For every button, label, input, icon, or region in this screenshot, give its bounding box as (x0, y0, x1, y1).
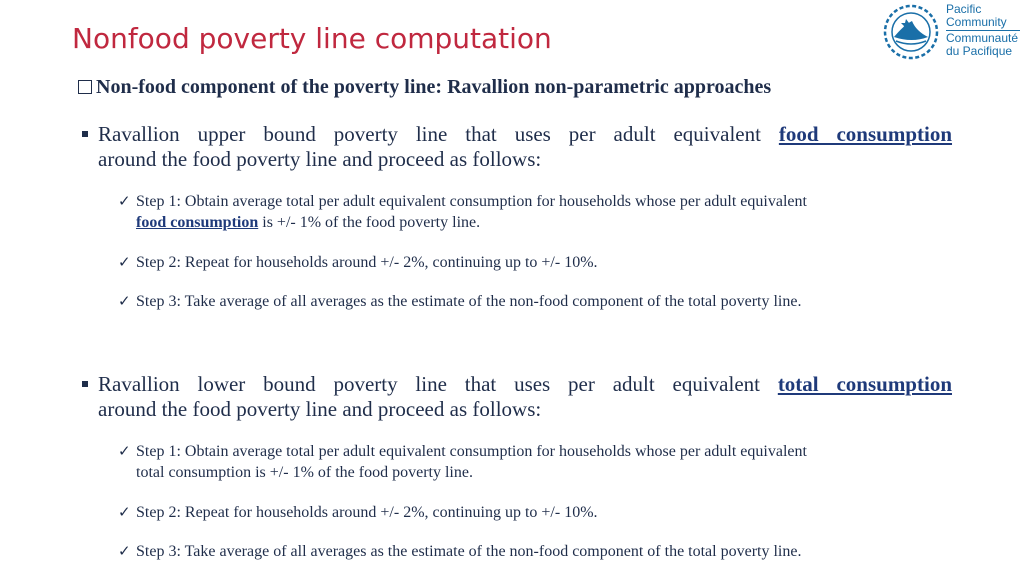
lower-bound-line1-text: Ravallion lower bound poverty line that uses per adult equivalent (98, 372, 760, 396)
checkmark-icon: ✓ (118, 192, 131, 210)
lower-bound-line1 (98, 372, 952, 397)
pacific-community-emblem-icon (882, 3, 940, 61)
checkmark-icon: ✓ (118, 442, 131, 460)
section-heading-text: Non-food component of the poverty line: Ravallion non-parametric approaches (96, 76, 772, 98)
upper-bound-line1-text: Ravallion upper bound poverty line that uses per adult equivalent (98, 122, 761, 146)
square-bullet-icon (82, 381, 88, 387)
upper-bound-emphasis: food consumption (778, 122, 953, 146)
lower-step-2-text: Step 2: Repeat for households around +/- 2%, continuing up to +/- 10%. (136, 504, 598, 521)
checkmark-icon: ✓ (118, 542, 131, 560)
square-bullet-icon (82, 131, 88, 137)
lower-bound-bullet (82, 372, 952, 422)
lower-step-1-text-b: total consumption is +/- 1% of the food poverty line. (136, 464, 473, 481)
lower-step-3-text: Step 3: Take average of all averages as the estimate of the non-food component of the total poverty line. (136, 543, 802, 560)
upper-bound-bullet (82, 122, 952, 172)
logo-fr-line2: du Pacifique (946, 44, 1013, 58)
logo-en-line1: Pacific (946, 2, 982, 16)
upper-step-1-text-b: is +/- 1% of the food poverty line. (262, 214, 481, 231)
upper-step-1-text-a: Step 1: Obtain average total per adult equivalent consumption for households whose per adult equivalent (136, 193, 807, 210)
lower-step-2 (118, 502, 954, 523)
upper-step-2-text: Step 2: Repeat for households around +/- 2%, continuing up to +/- 10%. (136, 254, 598, 271)
upper-step-3-text: Step 3: Take average of all averages as the estimate of the non-food component of the total poverty line. (136, 293, 802, 310)
lower-step-3 (118, 541, 954, 562)
section-heading (78, 76, 771, 99)
upper-bound-line2: around the food poverty line and proceed as follows: (98, 147, 542, 171)
page-title: Nonfood poverty line computation (72, 22, 552, 55)
pacific-community-logo (882, 3, 1022, 61)
checkmark-icon: ✓ (118, 292, 131, 310)
upper-step-2 (118, 252, 954, 273)
upper-step-1-emphasis: food consumption (136, 214, 259, 231)
checkmark-icon: ✓ (118, 503, 131, 521)
logo-wordmark (946, 3, 1020, 58)
lower-bound-emphasis: total consumption (777, 372, 952, 396)
upper-bound-line1 (98, 122, 952, 147)
checkbox-outline-icon (78, 80, 92, 94)
lower-step-1 (118, 441, 954, 483)
upper-step-3 (118, 291, 954, 312)
lower-step-1-text-a: Step 1: Obtain average total per adult equivalent consumption for households whose per adult equivalent (136, 443, 807, 460)
logo-fr-line1: Communauté (946, 31, 1019, 45)
checkmark-icon: ✓ (118, 253, 131, 271)
lower-bound-line2: around the food poverty line and proceed as follows: (98, 397, 542, 421)
logo-en-line2: Community (946, 15, 1007, 29)
upper-step-1 (118, 191, 954, 233)
